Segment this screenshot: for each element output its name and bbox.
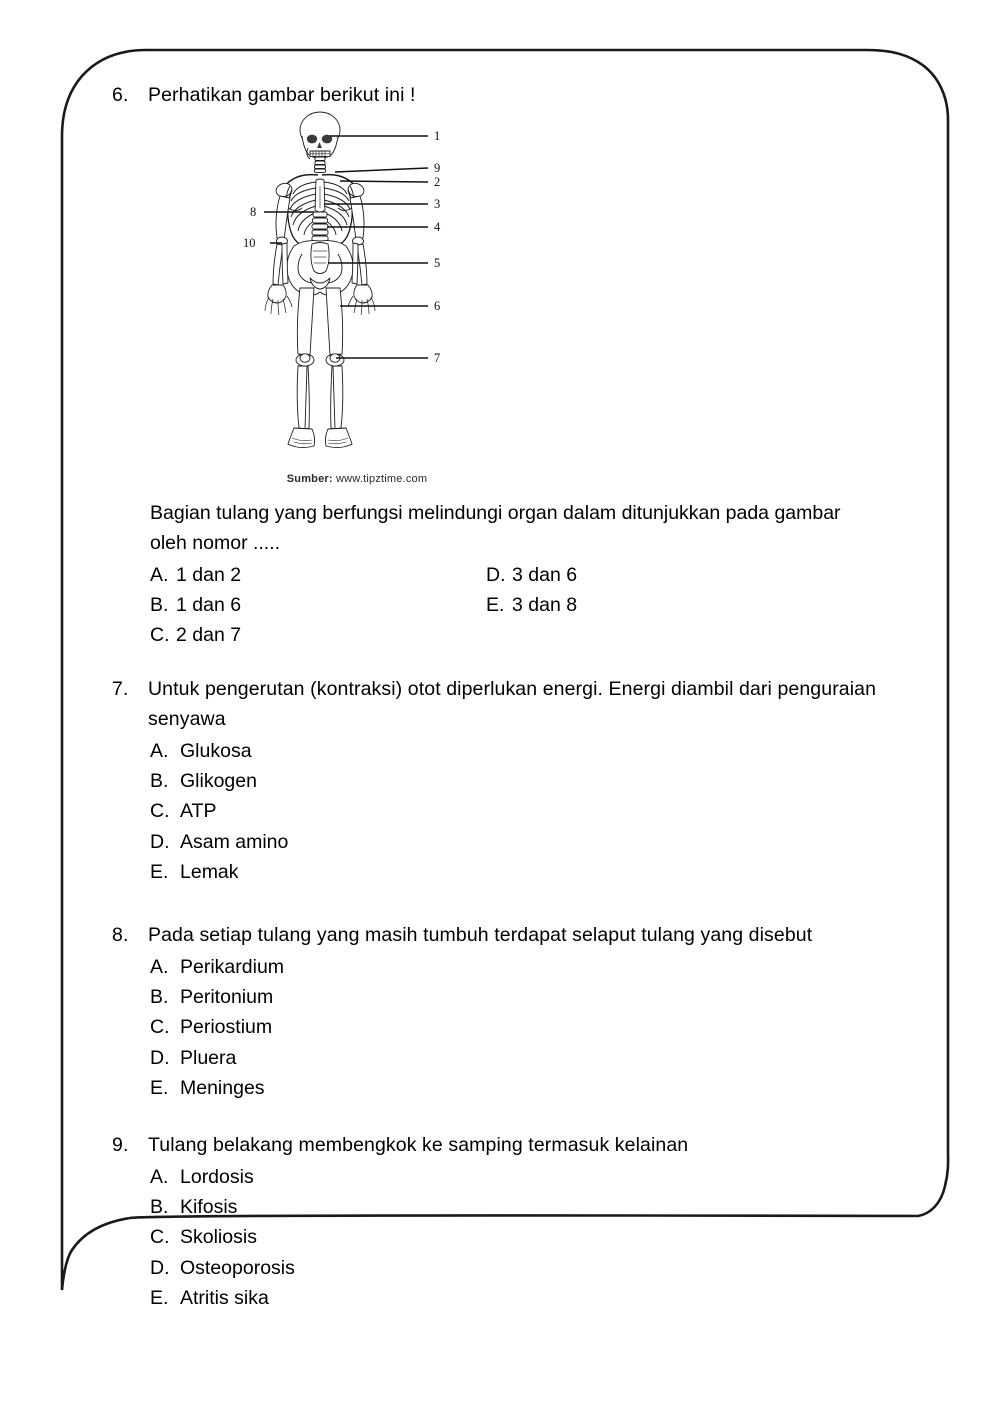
option-letter: D.: [150, 830, 170, 853]
option-letter: D.: [150, 1046, 170, 1069]
option-letter: A.: [150, 956, 169, 978]
option-letter: A.: [150, 564, 169, 586]
callout-6: 6: [434, 299, 441, 313]
option-text: Osteoporosis: [180, 1256, 295, 1279]
question-6-heading: [112, 80, 922, 110]
option-text: Skoliosis: [180, 1226, 257, 1249]
option-text: ATP: [180, 800, 217, 823]
option-letter: D.: [486, 564, 506, 586]
option-row[interactable]: [150, 1012, 922, 1042]
option-row[interactable]: [150, 1222, 922, 1252]
question-7-heading: [112, 674, 922, 734]
question-8-options: [112, 952, 922, 1103]
question-block-7: [112, 674, 922, 887]
question-7-prompt-line1: Untuk pengerutan (kontraksi) otot diperlukan energi. Energi diambil dari penguraian: [148, 678, 877, 700]
option-text: Periostium: [180, 1016, 273, 1039]
question-6-stem: [150, 498, 910, 558]
question-6-number: 6.: [112, 84, 129, 106]
option-text: Glikogen: [180, 770, 257, 793]
option-letter: B.: [150, 594, 169, 617]
human-skeleton-diagram: [232, 108, 482, 498]
callout-2: 2: [434, 175, 441, 189]
question-6-stem-line1: Bagian tulang yang berfungsi melindungi organ dalam ditunjukkan pada gambar: [150, 502, 841, 524]
option-text: Kifosis: [180, 1196, 238, 1219]
figure-source-url: www.tipztime.com: [332, 473, 428, 485]
option-row[interactable]: [486, 560, 816, 590]
option-row[interactable]: [150, 620, 480, 650]
question-block-9: [112, 1130, 922, 1313]
option-letter: A.: [150, 740, 169, 762]
option-text: 1 dan 6: [176, 594, 242, 617]
option-letter: E.: [150, 1286, 169, 1309]
option-row[interactable]: [150, 766, 922, 796]
callout-1: 1: [434, 129, 441, 143]
option-text: Peritonium: [180, 986, 274, 1009]
option-text: Perikardium: [180, 956, 285, 978]
option-text: Lemak: [180, 860, 239, 883]
callout-8: 8: [250, 205, 257, 219]
question-7-prompt: [148, 674, 922, 734]
option-text: 3 dan 8: [512, 594, 578, 617]
callout-7: 7: [434, 351, 441, 365]
question-7-number: 7.: [112, 678, 129, 700]
option-letter: C.: [150, 1016, 170, 1039]
option-text: 1 dan 2: [176, 564, 242, 586]
option-row[interactable]: [150, 1192, 922, 1222]
option-row[interactable]: [150, 1073, 922, 1103]
option-text: Atritis sika: [180, 1286, 269, 1309]
question-9-prompt: Tulang belakang membengkok ke samping termasuk kelainan: [148, 1134, 689, 1156]
option-row[interactable]: [150, 796, 922, 826]
callout-4: 4: [434, 220, 441, 234]
option-letter: B.: [150, 1196, 169, 1219]
option-row[interactable]: [150, 827, 922, 857]
question-9-number: 9.: [112, 1134, 129, 1156]
option-letter: B.: [150, 986, 169, 1009]
question-6-options: [112, 560, 960, 651]
option-row[interactable]: [150, 1043, 922, 1073]
question-block-8: [112, 920, 922, 1103]
figure-source-label: Sumber:: [286, 473, 333, 485]
option-letter: D.: [150, 1256, 170, 1279]
option-text: Lordosis: [180, 1166, 254, 1188]
option-letter: C.: [150, 624, 170, 647]
callout-3: 3: [434, 197, 441, 211]
question-8-number: 8.: [112, 924, 129, 946]
option-row[interactable]: [150, 560, 480, 590]
option-letter: E.: [150, 1076, 169, 1099]
option-letter: E.: [486, 594, 505, 617]
option-letter: A.: [150, 1166, 169, 1188]
option-text: Asam amino: [180, 830, 289, 853]
option-row[interactable]: [150, 736, 922, 766]
question-9-options: [112, 1162, 922, 1313]
callout-9: 9: [434, 161, 441, 175]
option-letter: C.: [150, 800, 170, 823]
question-block-6: [112, 80, 922, 110]
option-letter: E.: [150, 860, 169, 883]
question-6-options-right: [486, 560, 816, 620]
option-row[interactable]: [486, 590, 816, 620]
question-7-prompt-line2: senyawa: [148, 708, 226, 730]
option-row[interactable]: [150, 590, 480, 620]
question-6-prompt: Perhatikan gambar berikut ini !: [148, 84, 416, 106]
option-text: 3 dan 6: [512, 564, 578, 586]
question-9-heading: [112, 1130, 922, 1160]
option-row[interactable]: [150, 982, 922, 1012]
option-row[interactable]: [150, 1162, 922, 1192]
callout-10: 10: [243, 236, 256, 250]
option-text: 2 dan 7: [176, 624, 242, 647]
option-row[interactable]: [150, 952, 922, 982]
question-6-options-left: [150, 560, 480, 651]
figure-caption: [232, 473, 482, 485]
question-8-heading: [112, 920, 922, 950]
callout-5: 5: [434, 256, 441, 270]
option-row[interactable]: [150, 857, 922, 887]
question-8-prompt: Pada setiap tulang yang masih tumbuh terdapat selaput tulang yang disebut: [148, 924, 813, 946]
question-7-options: [112, 736, 922, 887]
question-6-stem-line2: oleh nomor .....: [150, 532, 281, 554]
option-letter: C.: [150, 1226, 170, 1249]
option-text: Pluera: [180, 1046, 237, 1069]
option-text: Meninges: [180, 1076, 265, 1099]
option-letter: B.: [150, 770, 169, 793]
option-row[interactable]: [150, 1283, 922, 1313]
option-text: Glukosa: [180, 740, 252, 762]
option-row[interactable]: [150, 1253, 922, 1283]
